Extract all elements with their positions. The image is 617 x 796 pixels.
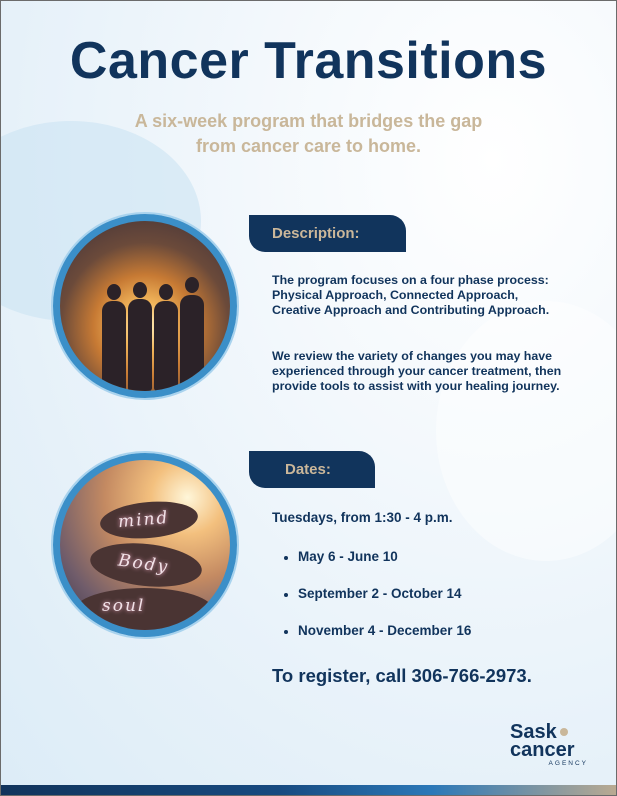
subtitle-line: A six-week program that bridges the gap <box>134 111 483 131</box>
person-silhouette <box>180 295 204 391</box>
person-silhouette <box>128 299 152 391</box>
dates-heading: Dates: <box>249 451 375 488</box>
person-silhouette <box>102 301 126 391</box>
date-item: September 2 - October 14 <box>284 586 471 623</box>
dates-lead: Tuesdays, from 1:30 - 4 p.m. <box>272 510 453 525</box>
description-paragraph: The program focuses on a four phase process: Physical Approach, Connected Approach, Creative Approach and Contributing Approach. <box>272 273 550 317</box>
logo-dot <box>560 728 568 736</box>
description-paragraph: We review the variety of changes you may have experienced through your cancer treatment, then provide tools to assist with your healing journey. <box>272 349 562 393</box>
logo-word: Sask <box>510 721 557 743</box>
stone-label: Body <box>116 550 171 578</box>
person-head <box>107 284 121 300</box>
logo-line: cancer <box>510 739 575 761</box>
dates-list <box>284 549 471 660</box>
date-item: November 4 - December 16 <box>284 623 471 660</box>
stone-label: soul <box>102 596 146 616</box>
person-head <box>133 282 147 298</box>
description-heading: Description: <box>249 215 406 252</box>
footer-bar <box>1 785 616 795</box>
register-call-to-action: To register, call 306-766-2973. <box>272 665 532 686</box>
person-head <box>159 284 173 300</box>
page-subtitle <box>1 109 616 159</box>
stones-photo <box>53 453 237 637</box>
person-head <box>185 277 199 293</box>
subtitle-line: from cancer care to home. <box>195 136 422 156</box>
logo-agency: AGENCY <box>548 760 588 767</box>
stone-label: mind <box>117 507 171 533</box>
date-item: May 6 - June 10 <box>284 549 471 586</box>
person-silhouette <box>154 301 178 391</box>
friends-photo <box>53 214 237 398</box>
page-title: Cancer Transitions <box>69 32 548 90</box>
background-shape <box>436 301 617 561</box>
sask-cancer-agency-logo <box>510 723 600 767</box>
